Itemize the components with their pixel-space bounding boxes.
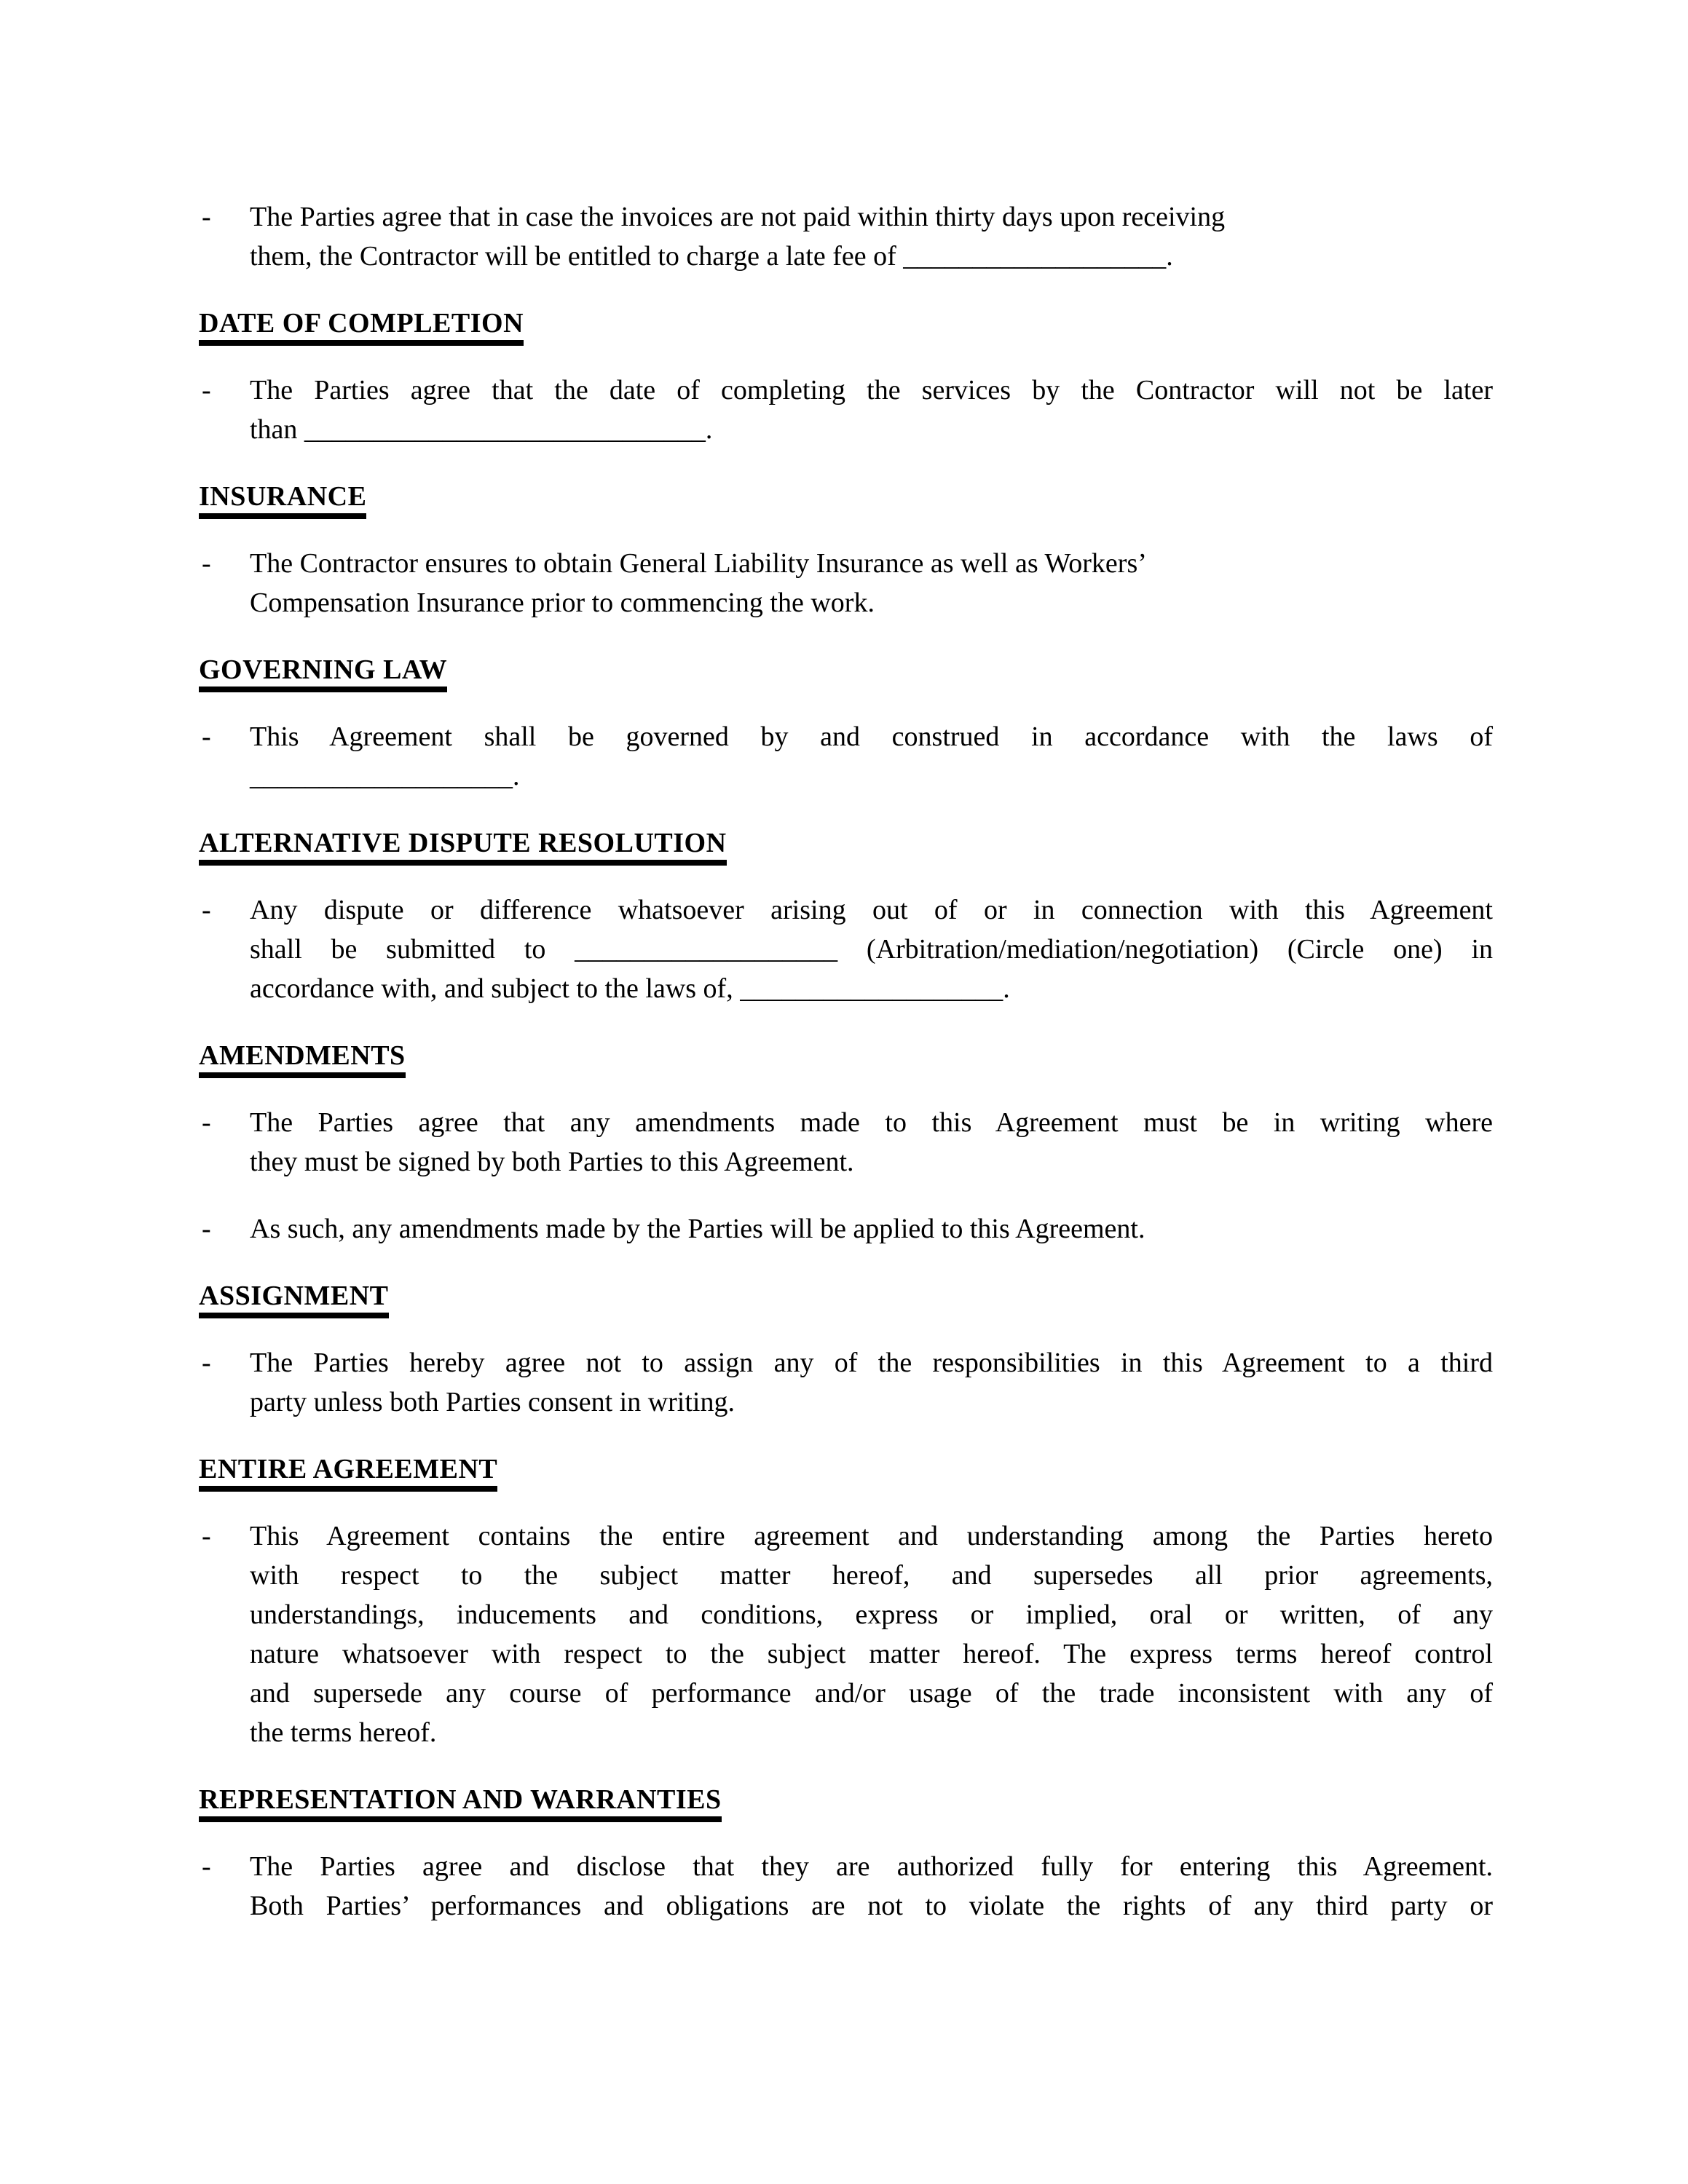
- heading-text: INSURANCE: [199, 481, 366, 519]
- section-heading-amendments: [199, 1036, 1688, 1075]
- clause-text-line: they must be signed by both Parties to this Agreement.: [250, 1147, 854, 1177]
- clause-completion-date-clause: [202, 371, 1493, 449]
- clause-representation-warranties-clause: [202, 1847, 1493, 1926]
- clause-text-line: Any dispute or difference whatsoever arising out of or in connection with this Agreement: [250, 895, 1493, 925]
- clause-text-line: Compensation Insurance prior to commencing the work.: [250, 587, 875, 618]
- bullet-dash: -: [202, 375, 211, 405]
- section-heading-assignment: [199, 1276, 1688, 1315]
- clause-text-line: The Contractor ensures to obtain General Liability Insurance as well as Workers’: [250, 548, 1147, 579]
- clause-entire-agreement-clause: [202, 1516, 1493, 1752]
- heading-text: GOVERNING LAW: [199, 654, 447, 692]
- heading-text: AMENDMENTS: [199, 1040, 406, 1078]
- heading-text: DATE OF COMPLETION: [199, 308, 524, 346]
- clause-text-line: The Parties agree that any amendments made to this Agreement must be in writing where: [250, 1107, 1493, 1138]
- clause-text-line: accordance with, and subject to the laws of, ___________________.: [250, 973, 1010, 1004]
- section-heading-date-of-completion: [199, 304, 1688, 343]
- bullet-dash: -: [202, 721, 211, 752]
- section-heading-governing-law: [199, 650, 1688, 689]
- bullet-dash: -: [202, 1521, 211, 1551]
- heading-text: ASSIGNMENT: [199, 1281, 389, 1318]
- section-heading-entire-agreement: [199, 1449, 1688, 1489]
- clause-text-line: ___________________.: [250, 761, 520, 791]
- clause-text-line: and supersede any course of performance and/or usage of the trade inconsistent with any of: [250, 1678, 1493, 1709]
- section-heading-alternative-dispute-resolution: [199, 823, 1688, 863]
- clause-text-line: shall be submitted to ___________________ (Arbitration/mediation/negotiation) (Circle one) in: [250, 934, 1493, 965]
- clause-amendments-writing-clause: [202, 1103, 1493, 1182]
- clause-governing-law-clause: [202, 717, 1493, 796]
- document-body: [0, 197, 1688, 1926]
- clause-dispute-resolution-clause: [202, 890, 1493, 1008]
- clause-text-line: party unless both Parties consent in writing.: [250, 1387, 735, 1417]
- bullet-dash: -: [202, 202, 211, 232]
- bullet-dash: -: [202, 1107, 211, 1138]
- clause-insurance-clause: [202, 544, 1493, 622]
- bullet-dash: -: [202, 1851, 211, 1882]
- clause-text-line: The Parties agree and disclose that they are authorized fully for entering this Agreement.: [250, 1851, 1493, 1882]
- heading-text: ENTIRE AGREEMENT: [199, 1454, 497, 1492]
- clause-text-line: understandings, inducements and conditions, express or implied, oral or written, of any: [250, 1599, 1493, 1630]
- bullet-dash: -: [202, 1348, 211, 1378]
- clause-amendments-applied-clause: [202, 1209, 1493, 1249]
- clause-text-line: The Parties agree that the date of completing the services by the Contractor will not be later: [250, 375, 1493, 405]
- bullet-dash: -: [202, 1214, 211, 1244]
- clause-text-line: the terms hereof.: [250, 1717, 437, 1748]
- clause-text-line: nature whatsoever with respect to the subject matter hereof. The express terms hereof control: [250, 1639, 1493, 1669]
- heading-text: REPRESENTATION AND WARRANTIES: [199, 1784, 722, 1822]
- clause-text-line: The Parties hereby agree not to assign any of the responsibilities in this Agreement to a third: [250, 1348, 1493, 1378]
- clause-text-line: This Agreement contains the entire agreement and understanding among the Parties hereto: [250, 1521, 1493, 1551]
- clause-text-line: The Parties agree that in case the invoices are not paid within thirty days upon receiving: [250, 202, 1226, 232]
- clause-text-line: than _____________________________.: [250, 414, 713, 445]
- heading-text: ALTERNATIVE DISPUTE RESOLUTION: [199, 828, 727, 866]
- bullet-dash: -: [202, 895, 211, 925]
- section-heading-representation-and-warranties: [199, 1780, 1688, 1819]
- clause-text-line: with respect to the subject matter hereof, and supersedes all prior agreements,: [250, 1560, 1493, 1591]
- section-heading-insurance: [199, 477, 1688, 516]
- clause-late-fee-clause: [202, 197, 1493, 276]
- clause-text-line: As such, any amendments made by the Parties will be applied to this Agreement.: [250, 1214, 1145, 1244]
- clause-assignment-clause: [202, 1343, 1493, 1422]
- clause-text-line: them, the Contractor will be entitled to charge a late fee of ___________________.: [250, 241, 1173, 272]
- clause-text-line: Both Parties’ performances and obligations are not to violate the rights of any third party or: [250, 1891, 1493, 1921]
- clause-text-line: This Agreement shall be governed by and construed in accordance with the laws of: [250, 721, 1493, 752]
- bullet-dash: -: [202, 548, 211, 579]
